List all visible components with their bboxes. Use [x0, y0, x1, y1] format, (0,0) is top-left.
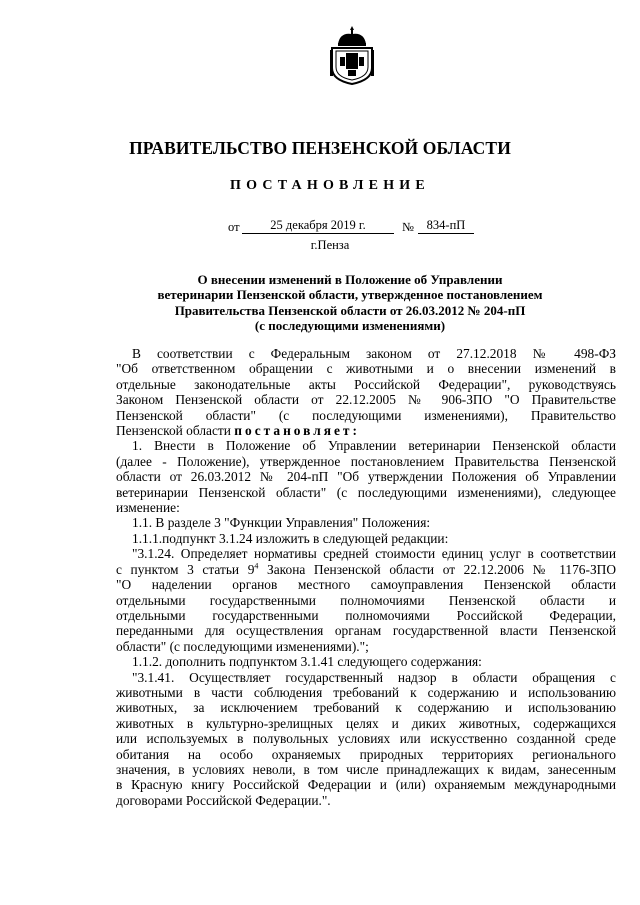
body-line: животными в части соблюдения требований к содержанию и использованию	[116, 684, 616, 700]
body-line: "О наделении органов местного самоуправления Пензенской области	[116, 577, 616, 593]
city: г.Пенза	[310, 238, 350, 252]
body-line: договорами Российской Федерации.".	[116, 792, 331, 808]
body-line: Законом Пензенской области от 22.12.2005 № 906-ЗПО "О Правительстве	[116, 392, 616, 408]
body-text: Закона Пензенской области от 22.12.2006 № 1176-ЗПО	[258, 561, 616, 577]
superscript: 4	[254, 561, 259, 571]
body-line: значения, в условиях неволи, в том числе принадлежащих к видам, занесенным	[116, 761, 616, 777]
heading-line: (с последующими изменениями)	[254, 317, 446, 333]
document-body	[116, 346, 616, 808]
body-line: "Об ответственном обращении с животными и о внесении изменений в	[116, 361, 616, 377]
body-line: в Красную книгу Российской Федерации и (или) охраняемым международными	[116, 777, 616, 793]
document-heading	[100, 272, 600, 333]
document-type-title: ПОСТАНОВЛЕНИЕ	[230, 178, 430, 193]
decree-word: постановляет:	[234, 423, 360, 439]
date-prefix: от	[228, 220, 240, 234]
heading-line: Правительства Пензенской области от 26.03.2012 № 204-пП	[174, 302, 526, 318]
body-line: (далее - Положение), утвержденное постановлением Правительства Пензенской	[116, 453, 616, 469]
document-date: 25 декабря 2019 г.	[242, 218, 394, 234]
heading-line: О внесении изменений в Положение об Управлении	[197, 272, 503, 287]
body-line: области от 26.03.2012 № 204-пП "Об утверждении Положения об Управлении	[116, 469, 616, 485]
body-line: ветеринарии Пензенской области" (с последующими изменениями), следующее	[116, 484, 616, 500]
body-text: Пензенской области	[116, 423, 231, 439]
penza-coat-of-arms-emblem	[328, 24, 376, 86]
body-line: животных, за исключением требований к содержанию и использованию	[116, 700, 616, 716]
body-line: 1.1.2. дополнить подпунктом 3.1.41 следующего содержания:	[132, 654, 482, 670]
body-line: "3.1.41. Осуществляет государственный надзор в области обращения с	[132, 669, 616, 685]
government-name: ПРАВИТЕЛЬСТВО ПЕНЗЕНСКОЙ ОБЛАСТИ	[129, 138, 511, 158]
body-line: 1.1. В разделе 3 "Функции Управления" Положения:	[132, 515, 431, 531]
document-number: 834-пП	[418, 218, 474, 234]
body-line: или используемых в полувольных условиях или искусственно созданной среде	[116, 731, 616, 747]
body-line	[116, 423, 616, 438]
body-text: с пунктом 3 статьи 9	[116, 561, 255, 577]
body-line: переданными для осуществления органам государственной власти Пензенской	[116, 623, 616, 639]
body-line: отдельными государственными полномочиями Российской Федерации,	[116, 607, 616, 623]
heading-line: ветеринарии Пензенской области, утвержденное постановлением	[157, 287, 543, 303]
body-line: отдельные законодательные акты Российской Федерации", руководствуясь	[116, 376, 616, 392]
body-line: обитания на особо охраняемых природных территориях регионального	[116, 746, 616, 762]
body-line: изменение:	[116, 500, 180, 516]
body-line: "3.1.24. Определяет нормативы средней стоимости единиц услуг в соответствии	[132, 546, 616, 562]
number-prefix: №	[402, 220, 414, 234]
body-line: Пензенской области" (с последующими изменениями), Правительство	[116, 407, 616, 423]
body-line	[116, 562, 616, 577]
body-line: области" (с последующими изменениями).";	[116, 638, 369, 654]
body-line: 1. Внести в Положение об Управлении ветеринарии Пензенской области	[132, 438, 616, 454]
body-line: 1.1.1.подпункт 3.1.24 изложить в следующей редакции:	[132, 530, 449, 546]
body-line: отдельными государственными полномочиями Пензенской области и	[116, 592, 616, 608]
body-line: животных в культурно-зрелищных целях и диких животных, содержащихся	[116, 715, 616, 731]
body-line: В соответствии с Федеральным законом от 27.12.2018 № 498-ФЗ	[132, 346, 616, 361]
